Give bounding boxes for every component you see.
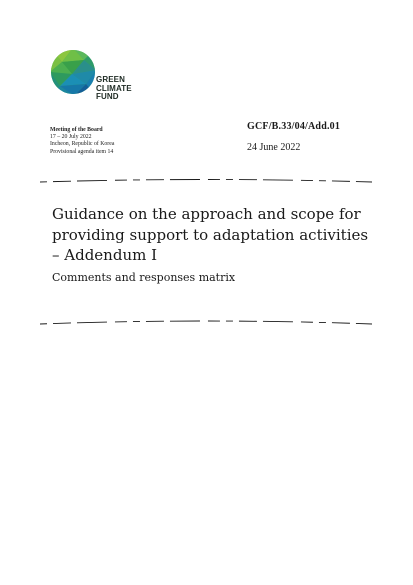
- document-title: Guidance on the approach and scope for providing support to adaptation activities – Addendum I: [52, 205, 369, 264]
- top-divider: [40, 177, 372, 185]
- logo-word-climate: CLIMATE: [96, 83, 132, 93]
- document-date: 24 June 2022: [247, 142, 301, 153]
- bottom-divider: [40, 318, 372, 326]
- logo-word-fund: FUND: [96, 92, 119, 102]
- meeting-location: Incheon, Republic of Korea: [50, 141, 115, 148]
- gcf-logo: [50, 48, 150, 100]
- meeting-title: Meeting of the Board: [50, 127, 103, 133]
- globe-icon: [50, 48, 96, 96]
- meeting-info: [50, 127, 114, 156]
- document-subtitle: Comments and responses matrix: [52, 271, 236, 284]
- logo-wordmark: [96, 76, 132, 102]
- meeting-dates: 17 – 20 July 2022: [50, 134, 92, 141]
- meeting-agenda-item: Provisional agenda item 14: [50, 148, 114, 155]
- logo-word-green: GREEN: [96, 75, 125, 84]
- document-reference: GCF/B.33/04/Add.01: [247, 121, 341, 132]
